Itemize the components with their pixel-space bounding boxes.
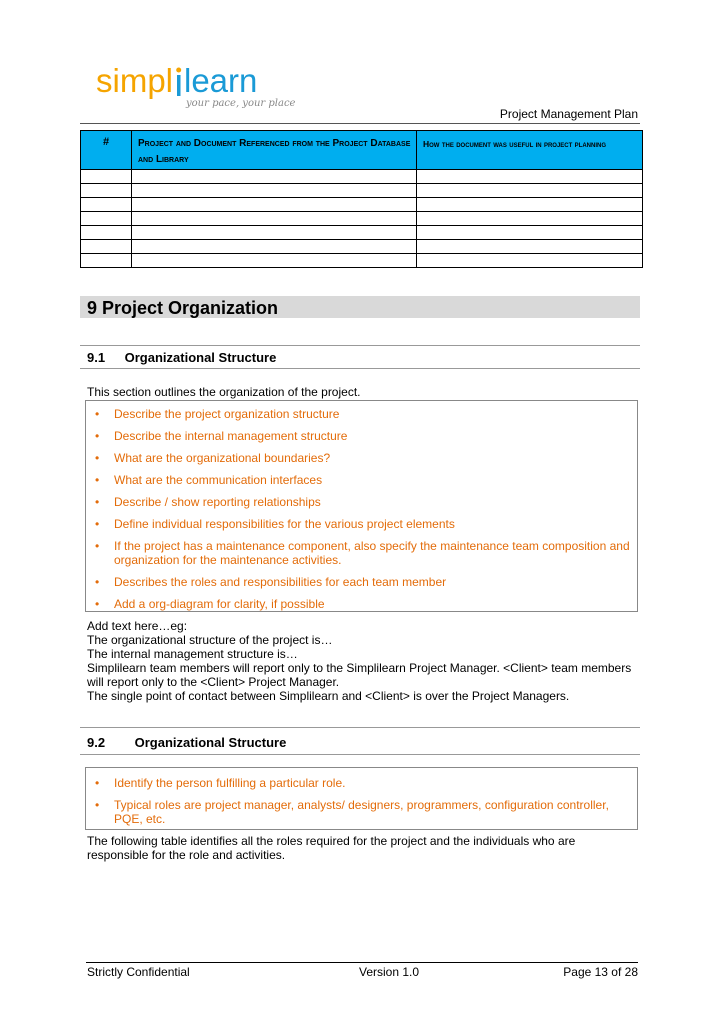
bullet-icon: • [95, 575, 100, 589]
bullet-icon: • [95, 776, 100, 790]
bullet-icon: • [95, 597, 100, 611]
section-92-top-rule [80, 727, 640, 728]
bullet-icon: • [95, 407, 100, 421]
bullet-icon: • [95, 798, 100, 812]
bullet-icon: • [95, 473, 100, 487]
simplilearn-logo [96, 62, 316, 112]
header-document [132, 131, 417, 170]
section-91-number: 9.1 [87, 350, 106, 365]
list-item: • What are the communication interfaces [95, 473, 323, 487]
header-usefulness-label: How the document was useful in project planning [423, 139, 607, 149]
section-92-heading [87, 735, 286, 750]
section-91-bottom-rule [80, 368, 640, 369]
example-text-line: The single point of contact between Simplilearn and <Client> is over the Project Managers. [87, 689, 570, 703]
bullet-icon: • [95, 539, 100, 553]
section-92-number: 9.2 [87, 735, 106, 750]
footer-divider [86, 962, 638, 963]
table-cell[interactable] [81, 240, 132, 254]
bullet-icon: • [95, 429, 100, 443]
table-cell[interactable] [81, 254, 132, 268]
logo-text-right: learn [184, 62, 258, 99]
header-usefulness [417, 131, 643, 170]
logo-i-stem [177, 75, 181, 96]
section-91-intro: This section outlines the organization of the project. [87, 385, 361, 399]
table-cell[interactable] [417, 170, 643, 184]
section-9-heading: 9 Project Organization [80, 296, 640, 318]
table-cell[interactable] [417, 240, 643, 254]
section-92-description: The following table identifies all the roles required for the project and the individuals who are responsible for the role and activities. [87, 834, 576, 862]
logo-text-left: simpl [96, 62, 174, 99]
table-cell[interactable] [417, 226, 643, 240]
document-title: Project Management Plan [499, 107, 638, 121]
table-row [81, 198, 643, 212]
table-cell[interactable] [132, 184, 417, 198]
header-document-label: Project and Document Referenced from the Project Database and Library [138, 138, 411, 165]
table-row [81, 184, 643, 198]
section-91-heading [87, 350, 276, 365]
guidance-list-92 [86, 776, 637, 826]
header-number: # [81, 131, 132, 170]
section-91-title: Organizational Structure [124, 350, 277, 365]
list-item: • Identify the person fulfilling a particular role. [95, 776, 346, 790]
table-row [81, 240, 643, 254]
footer-version: Version 1.0 [359, 965, 420, 979]
list-item: • What are the organizational boundaries? [95, 451, 331, 465]
list-item: • Describe the project organization structure [95, 407, 340, 421]
section-92-bottom-rule [80, 754, 640, 755]
bullet-icon: • [95, 517, 100, 531]
table-cell[interactable] [81, 184, 132, 198]
table-cell[interactable] [132, 226, 417, 240]
example-text-line: Add text here…eg: [87, 619, 188, 633]
bullet-icon: • [95, 495, 100, 509]
footer-page-number: Page 13 of 28 [563, 965, 638, 979]
header-divider [80, 123, 640, 124]
table-cell[interactable] [132, 212, 417, 226]
table-row [81, 212, 643, 226]
table-cell[interactable] [81, 198, 132, 212]
table-cell[interactable] [132, 240, 417, 254]
table-cell[interactable] [417, 198, 643, 212]
table-cell[interactable] [417, 184, 643, 198]
table-row [81, 226, 643, 240]
guidance-box-92 [85, 767, 638, 830]
table-cell[interactable] [81, 212, 132, 226]
table-cell[interactable] [81, 170, 132, 184]
example-text-line: Simplilearn team members will report only to the Simplilearn Project Manager. <Client> team members will report only to the <Client> Project Manager. [87, 661, 632, 689]
section-92-title: Organizational Structure [134, 735, 287, 750]
list-item: • Define individual responsibilities for the various project elements [95, 517, 455, 531]
bullet-icon: • [95, 451, 100, 465]
example-text-line: The internal management structure is… [87, 647, 298, 661]
list-item: • Add a org-diagram for clarity, if possible [95, 597, 325, 611]
reference-table [80, 130, 643, 268]
table-cell[interactable] [81, 226, 132, 240]
logo-graphic [96, 62, 316, 112]
table-cell[interactable] [132, 170, 417, 184]
logo-i-dot [176, 68, 181, 73]
table-row [81, 170, 643, 184]
table-cell[interactable] [417, 254, 643, 268]
list-item: • Describe the internal management structure [95, 429, 348, 443]
section-91-top-rule [80, 345, 640, 346]
table-header-row [81, 131, 643, 170]
guidance-list-91 [86, 407, 637, 611]
table-cell[interactable] [417, 212, 643, 226]
example-text-line: The organizational structure of the project is… [87, 633, 333, 647]
list-item: • If the project has a maintenance component, also specify the maintenance team composition and organization for the maintenance activities. [95, 539, 630, 567]
list-item: • Describes the roles and responsibilities for each team member [95, 575, 447, 589]
list-item: • Typical roles are project manager, analysts/ designers, programmers, configuration controller, PQE, etc. [95, 798, 609, 826]
table-cell[interactable] [132, 254, 417, 268]
list-item: • Describe / show reporting relationships [95, 495, 321, 509]
guidance-box-91 [85, 400, 638, 612]
logo-tagline: your pace, your place [186, 98, 296, 109]
table-row [81, 254, 643, 268]
table-cell[interactable] [132, 198, 417, 212]
footer-confidential: Strictly Confidential [87, 965, 190, 979]
